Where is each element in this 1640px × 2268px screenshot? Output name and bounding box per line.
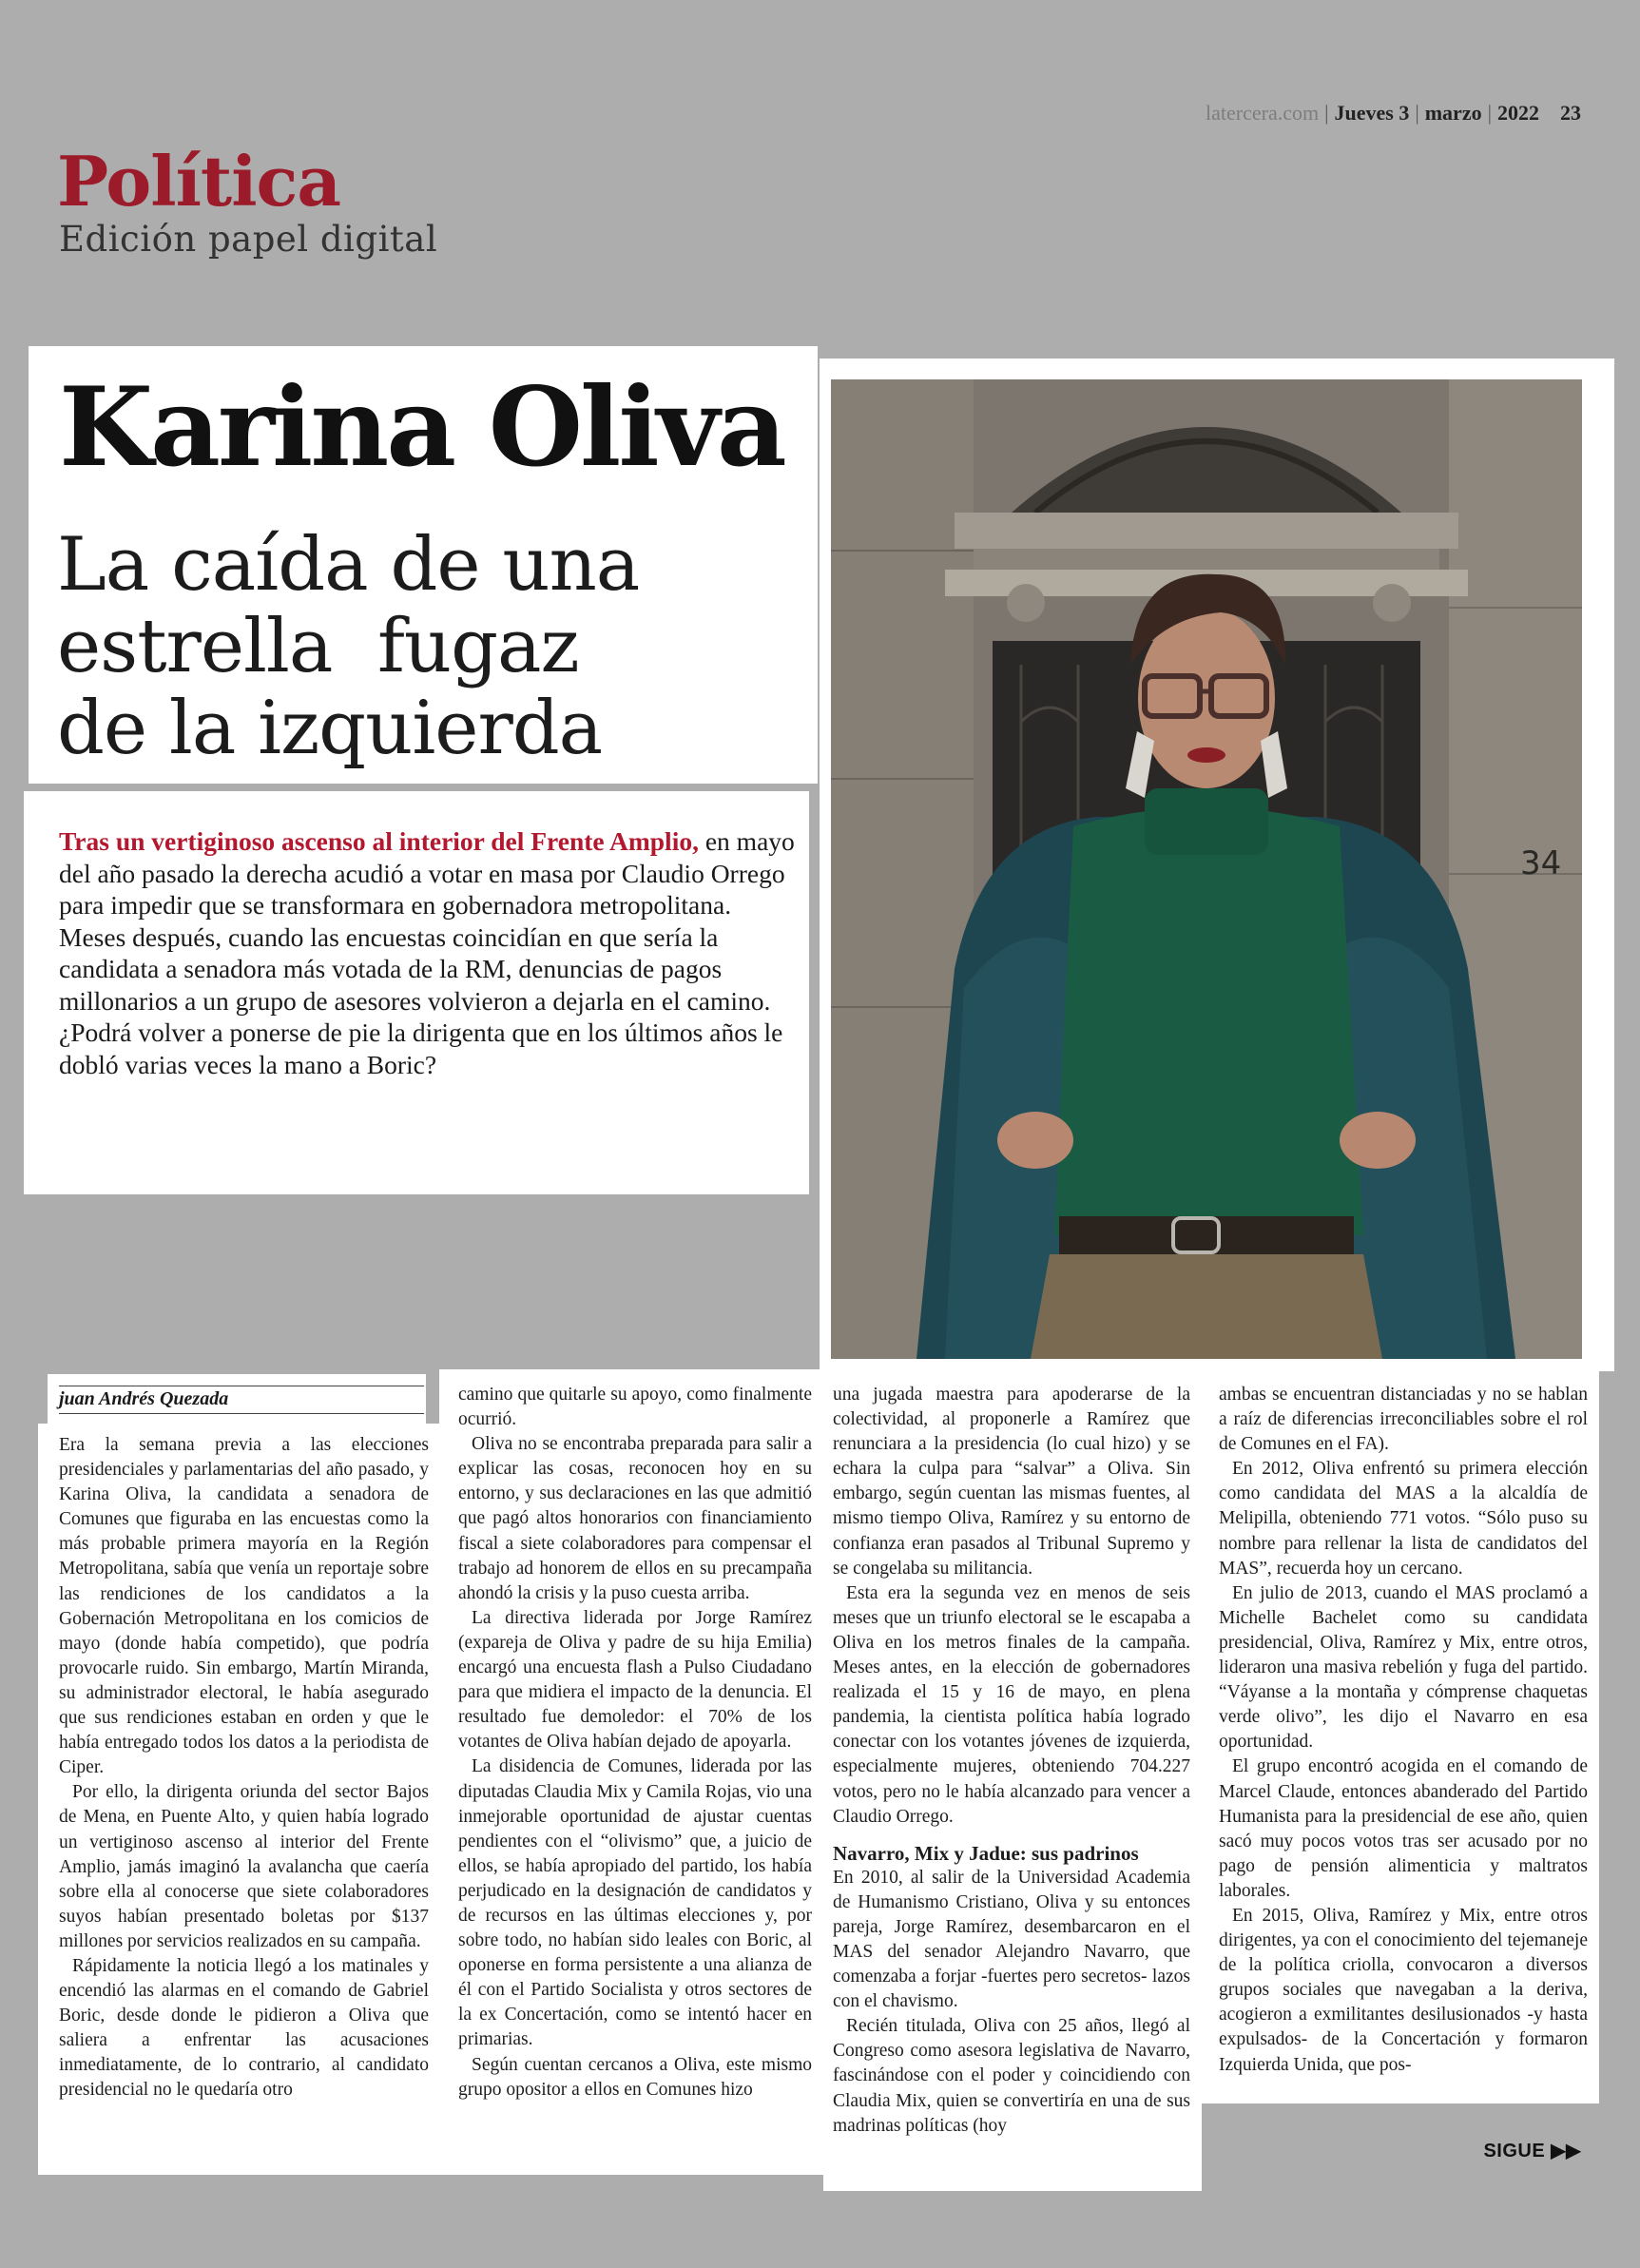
deck-line: estrella fugaz	[57, 604, 579, 689]
article-paragraph: Recién titulada, Oliva con 25 años, llegó al Congreso como asesora legislativa de Navarro, fascinándose con el poder y coincidiendo con Claudia Mix, quien se convertiría en una de sus madrinas políticas (hoy	[833, 2016, 1190, 2136]
article-paragraph: La directiva liderada por Jorge Ramírez (expareja de Oliva y padre de su hija Emilia) encargó una encuesta flash a Pulso Ciudadano para que midiera el impacto de la denuncia. El resultado fue demoledor: el 70% de los votantes de Oliva habían dejado de apoyarla.	[458, 1607, 812, 1753]
article-column-4	[1202, 1371, 1599, 2103]
article-paragraph: Oliva no se encontraba preparada para salir a explicar las cosas, reconocen hoy en su entorno, y sus declaraciones en las que admitió que pagó altos honorarios con financiamiento fiscal a siete colaboradores para compensar el trabajo ad honorem de ellos en su precampaña ahondó la crisis y la puso cuesta arriba.	[458, 1434, 812, 1603]
portrait-illustration	[831, 379, 1582, 1359]
article-paragraph: En 2015, Oliva, Ramírez y Mix, entre otros dirigentes, ya con el conocimiento del tejemaneje de la política criolla, convocaron a diversos grupos sociales que navegaban a la deriva, acogieron a exmilitantes desilusionados -y hasta expulsados- de la Concertación y formaron Izquierda Unida, que pos-	[1219, 1905, 1588, 2075]
issue-year: 2022	[1497, 101, 1539, 125]
article-subhead: Navarro, Mix y Jadue: sus padrinos	[833, 1841, 1139, 1865]
article-paragraph: En 2012, Oliva enfrentó su primera elección como candidata del MAS a la alcaldía de Melipilla, obteniendo 771 votos. “Sólo puso su nombre para rellenar la lista de candidatos del MAS”, recuerda hoy un cercano.	[1219, 1459, 1588, 1579]
section-title: Política	[57, 141, 341, 222]
byline: juan Andrés Quezada	[59, 1386, 424, 1414]
article-column-1	[38, 1424, 442, 2175]
article-paragraph: Rápidamente la noticia llegó a los matinales y encendió las alarmas en el comando de Gabriel Boric, desde donde le pidieron a Oliva que saliera a enfrentar las acusaciones inmediatamente, de lo contrario, al candidato presidencial no le quedaría otro	[59, 1955, 429, 2101]
headline: Karina Oliva	[59, 363, 784, 491]
issue-day: Jueves 3	[1334, 101, 1410, 125]
wall-mark: 34	[1520, 844, 1562, 882]
article-paragraph: Por ello, la dirigenta oriunda del sector Bajos de Mena, en Puente Alto, y quien había logrado un vertiginoso ascenso al interior del Frente Amplio, jamás imaginó la avalancha que caería sobre ella al conocerse que siete colaboradores suyos habían presentado boletas por $137 millones por servicios realizados en su campaña.	[59, 1782, 429, 1951]
lead-text: en mayo del año pasado la derecha acudió a votar en masa por Claudio Orrego para impedir que se transformara en gobernadora metropolitana. Meses después, cuando las encuestas coincidían en que sería la candidata a senadora más votada de la RM, denuncias de pagos millonarios a un grupo de asesores volvieron a dejarla en el camino. ¿Podrá volver a ponerse de pie la dirigenta que en los últimos años le dobló varias veces la mano a Boric?	[59, 826, 795, 1079]
site-name: latercera.com	[1206, 101, 1320, 125]
article-paragraph: La disidencia de Comunes, liderada por las diputadas Claudia Mix y Camila Rojas, vio una inmejorable oportunidad de ajustar cuentas pendientes con el “olivismo” que, a juicio de ellos, se había apropiado del partido, los había perjudicado en la designación de candidatos y de recursos en las últimas elecciones y, por sobre todo, no habían sido leales con Boric, al oponerse en forma persistente a una alianza de él con el Partido Socialista y otros sectores de la ex Concertación, como se intentó hacer en primarias.	[458, 1756, 812, 2050]
photo-frame	[820, 359, 1614, 1371]
continue-label[interactable]: SIGUE ▶▶	[1483, 2141, 1581, 2161]
article-paragraph: Esta era la segunda vez en menos de seis meses que un triunfo electoral se le escapaba a Oliva en los metros finales de la campaña. Meses antes, en la elección de gobernadores realizada el 15 y 16 de mayo, en plena pandemia, la cientista política había logrado conectar con los votantes jóvenes de izquierda, especialmente mujeres, obteniendo 704.227 votos, pero no le había alcanzado para vencer a Claudio Orrego.	[833, 1582, 1190, 1827]
byline-box	[48, 1374, 426, 1424]
section-subtitle: Edición papel digital	[59, 219, 438, 260]
article-paragraph: una jugada maestra para apoderarse de la colectividad, al proponerle a Ramírez que renunciara a la presidencia (lo cual hizo) y se echara la culpa para “salvar” a Oliva. Sin embargo, según cuentan las mismas fuentes, al mismo tiempo Oliva, Ramírez y su entorno de confianza eran pasados al Tribunal Supremo y se congelaba su militancia.	[833, 1385, 1190, 1579]
article-paragraph: Era la semana previa a las elecciones presidenciales y parlamentarias del año pasado, y Karina Oliva, la candidata a senadora de Comunes que figuraba en las encuestas como la más probable primera mayoría en la Región Metropolitana, sabía que venía un reportaje sobre las rendiciones de los candidatos a la Gobernación Metropolitana en los comicios de mayo (donde había competido), que podría provocarle ruido. Sin embargo, Martín Miranda, su administrador electoral, le había asegurado que sus rendiciones estaban en orden y que le había entregado todos los datos a la periodista de Ciper.	[59, 1435, 429, 1778]
article-paragraph: El grupo encontró acogida en el comando de Marcel Claude, entonces abanderado del Partido Humanista para la presidencial de ese año, quien sacó muy pocos votos tras ser acusado por no pago de pensión alimenticia y maltratos laborales.	[1219, 1756, 1588, 1901]
article-paragraph: En 2010, al salir de la Universidad Academia de Humanismo Cristiano, Oliva y su entonces pareja, Jorge Ramírez, desembarcaron en el MAS del senador Alejandro Navarro, que comenzaba a forjar -fuertes pero secretos- lazos con el chavismo.	[833, 1867, 1190, 2012]
lead-highlight: Tras un vertiginoso ascenso al interior del Frente Amplio,	[59, 826, 699, 856]
deck	[57, 524, 639, 769]
issue-month: marzo	[1424, 101, 1482, 125]
article-paragraph: camino que quitarle su apoyo, como finalmente ocurrió.	[458, 1385, 812, 1430]
deck-line: de la izquierda	[57, 686, 603, 771]
deck-line: La caída de una	[57, 522, 640, 608]
article-paragraph: En julio de 2013, cuando el MAS proclamó a Michelle Bachelet como su candidata presidencial, Oliva, Ramírez y Mix, entre otros, lideraron una masiva rebelión y fuga del partido. “Váyanse a la montaña y cómprense chaquetas verde olivo”, les dijo el Navarro en esa oportunidad.	[1219, 1582, 1588, 1753]
page-header: latercera.com | Jueves 3 | marzo | 2022 23	[1206, 101, 1581, 125]
lead-paragraph	[59, 825, 796, 1080]
article-paragraph: ambas se encuentran distanciadas y no se hablan a raíz de diferencias irreconciliables sobre el rol de Comunes en el FA).	[1219, 1385, 1588, 1455]
page-number: 23	[1560, 101, 1581, 125]
portrait-photo	[831, 379, 1582, 1359]
lead-box	[24, 791, 809, 1194]
headline-box	[29, 346, 818, 784]
article-column-2	[439, 1369, 823, 2175]
article-paragraph: Según cuentan cercanos a Oliva, este mismo grupo opositor a ellos en Comunes hizo	[458, 2054, 812, 2100]
article-column-3	[823, 1371, 1202, 2191]
